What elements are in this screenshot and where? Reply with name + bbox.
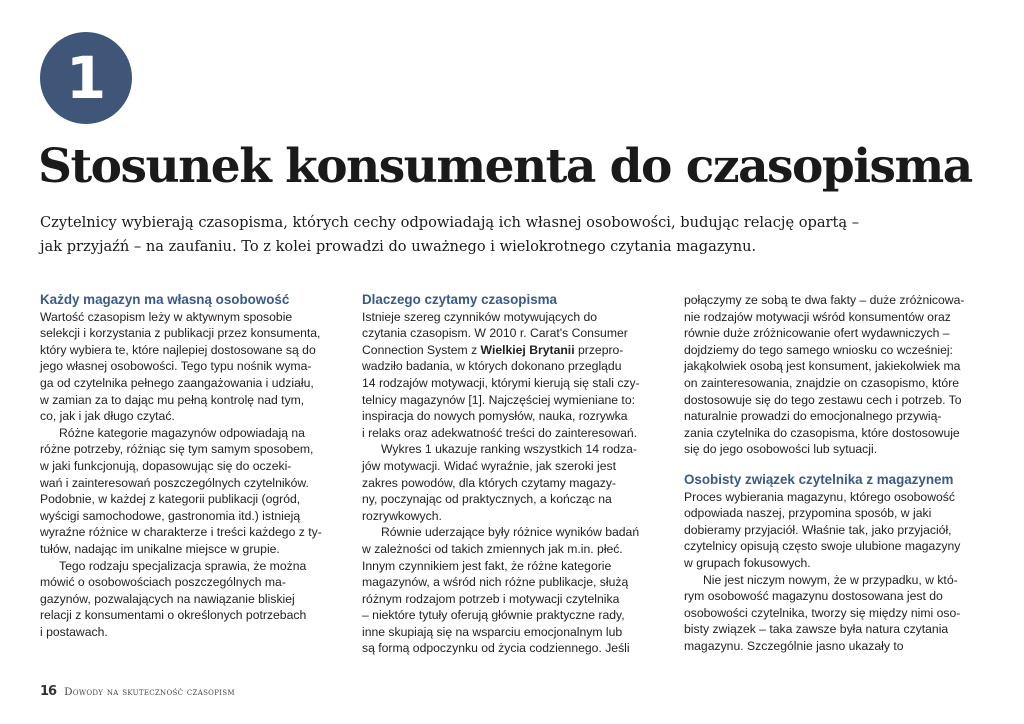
page-title: Stosunek konsumenta do czasopisma — [38, 139, 972, 194]
text-line: Innym czynnikiem jest fakt, że różne kategorie — [362, 558, 612, 573]
text-line: Istnieje szereg czynników motywujących do — [362, 309, 598, 324]
text-line: jów motywacji. Widać wyraźnie, jak szeroki jest — [362, 458, 616, 473]
text-line: Proces wybierania magazynu, którego osobowość — [684, 489, 955, 504]
page-footer — [40, 684, 235, 699]
section-heading: Dlaczego czytamy czasopisma — [362, 292, 557, 307]
text-line: rozrywkowych. — [362, 508, 442, 523]
emphasis-text: Wielkiej Brytanii — [480, 342, 575, 357]
text-line: co, jak i jak długo czytać. — [40, 409, 175, 424]
text-line: Tego rodzaju specjalizacja sprawia, że można — [59, 558, 307, 573]
text-line: 14 rodzajów motywacji, którymi kierują się stali czy- — [362, 375, 640, 390]
chapter-number-badge — [40, 32, 132, 124]
text-fragment: przepro- — [574, 342, 624, 357]
text-line: rym osobowość magazynu dostosowana jest do — [684, 589, 943, 604]
text-line: zania czytelnika do czasopisma, które dostosowuje — [684, 425, 960, 440]
text-line: wań i zainteresowań poszczególnych czytelników. — [40, 475, 309, 490]
text-line: Nie jest niczym nowym, że w przypadku, w któ- — [703, 572, 958, 587]
text-line: Wykres 1 ukazuje ranking wszystkich 14 rodza- — [381, 442, 637, 457]
text-line: bisty związek – taka zawsze była natura czytania — [684, 622, 949, 637]
text-column-2 — [362, 292, 667, 657]
text-line: telnicy magazynów [1]. Najczęściej wymieniane to: — [362, 392, 635, 407]
page-number: 16 — [40, 684, 57, 699]
text-line: i postawach. — [40, 624, 108, 639]
text-line: w zamian za to dając mu pełną kontrolę nad tym, — [40, 392, 305, 407]
text-line: który wybiera te, które najlepiej dostosowane są do — [40, 342, 316, 357]
lead-line: Czytelnicy wybierają czasopisma, których cechy odpowiadają ich własnej osobowości, budując relację opartą – — [40, 214, 860, 231]
running-title: Dowody na skuteczność czasopism — [64, 686, 235, 698]
lead-paragraph — [40, 211, 990, 259]
text-line: czytania czasopism. W 2010 r. Carat's Consumer — [362, 326, 628, 341]
text-line: Różne kategorie magazynów odpowiadają na — [59, 425, 305, 440]
text-line: połączymy ze sobą te dwa fakty – duże zróżnicowa- — [684, 293, 965, 307]
text-line: dojdziemy do tego samego wniosku co wcześniej: — [684, 342, 953, 357]
text-line: zakres powodów, dla których czytamy magazy- — [362, 475, 617, 490]
text-line: w zależności od takich zmiennych jak m.in. płeć. — [362, 541, 623, 556]
text-line: naturalnie prowadzi do emocjonalnego przywią- — [684, 409, 942, 424]
text-fragment: Connection System z — [362, 342, 481, 357]
lead-line: jak przyjaźń – na zaufaniu. To z kolei prowadzi do uważnego i wielokrotnego czytania magazynu. — [40, 238, 757, 255]
text-line: i relaks oraz adekwatność treści do zainteresowań. — [362, 425, 638, 440]
text-line: jego własnej osobowości. Tego typu nośnik wyma- — [40, 359, 312, 374]
text-column-1 — [40, 292, 345, 640]
chapter-number: 1 — [65, 44, 107, 112]
text-line: czytelnicy opisują często swoje ulubione magazyny — [684, 539, 961, 554]
text-line: dostosowuje się do tego zestawu cech i potrzeb. To — [684, 392, 962, 407]
text-line: selekcji i korzystania z publikacji przez konsumenta, — [40, 326, 321, 341]
text-line: inne skupiają się na wsparciu emocjonalnym lub — [362, 624, 623, 639]
text-line: ga od czytelnika pełnego zaangażowania i udziału, — [40, 375, 314, 390]
text-line: dobieramy przyjaciół. Właśnie tak, jako przyjaciół, — [684, 522, 952, 537]
text-line: są formą odpoczynku od życia codziennego. Jeśli — [362, 641, 630, 656]
text-line: mówić o osobowościach poszczególnych ma- — [40, 575, 286, 590]
text-line: Podobnie, w każdej z kategorii publikacji (ogród, — [40, 492, 301, 507]
text-line: różne potrzeby, różniąc się tym samym sposobem, — [40, 442, 314, 457]
section-heading: Osobisty związek czytelnika z magazynem — [684, 471, 954, 487]
text-line: Równie uderzające były różnice wyników badań — [381, 525, 640, 540]
text-line: jakąkolwiek osobą jest konsument, jakiekolwiek ma — [684, 359, 961, 374]
text-line: wyraźne różnice w charakterze i treści każdego z ty- — [40, 525, 322, 540]
text-line: osobowości czytelnika, tworzy się między nimi oso- — [684, 605, 961, 620]
text-line: Wartość czasopism leży w aktywnym sposobie — [40, 309, 293, 324]
text-line: w jaki funkcjonują, dopasowując się do oczeki- — [40, 458, 292, 473]
text-line: równie duże zróżnicowanie ofert wydawniczych – — [684, 326, 950, 341]
text-line: magazynu. Szczególnie jasno ukazały to — [684, 638, 904, 653]
text-line — [362, 342, 667, 359]
text-column-3 — [684, 292, 989, 654]
text-line: wyścigi samochodowe, gastronomia itd.) istnieją — [40, 508, 301, 523]
text-line: w grupach fokusowych. — [684, 555, 811, 570]
text-line: – niektóre tytuły oferują głównie praktyczne rady, — [362, 608, 625, 623]
section-heading: Każdy magazyn ma własną osobowość — [40, 292, 290, 307]
text-line: on zainteresowania, znajdzie on czasopismo, które — [684, 375, 960, 390]
text-line: odpowiada naszej, przypomina sposób, w jaki — [684, 506, 932, 521]
text-line: różnym rodzajom potrzeb i motywacji czytelnika — [362, 591, 620, 606]
text-line: relacji z konsumentami o określonych potrzebach — [40, 608, 307, 623]
text-line: ny, poczynając od praktycznych, a kończąc na — [362, 492, 612, 507]
text-line: się do jego osobowości lub sytuacji. — [684, 442, 878, 457]
text-line: wadziło badania, w których dokonano przeglądu — [362, 359, 622, 374]
text-line: gazynów, pozwalających na nawiązanie bliskiej — [40, 591, 295, 606]
text-line: magazynów, a wśród nich różne publikacje, służą — [362, 575, 629, 590]
text-line: nie rodzajów motywacji wśród konsumentów oraz — [684, 309, 951, 324]
text-line: tułów, nadając im unikalne miejsce w grupie. — [40, 541, 280, 556]
text-line: inspiracja do nowych pomysłów, nauka, rozrywka — [362, 409, 628, 424]
